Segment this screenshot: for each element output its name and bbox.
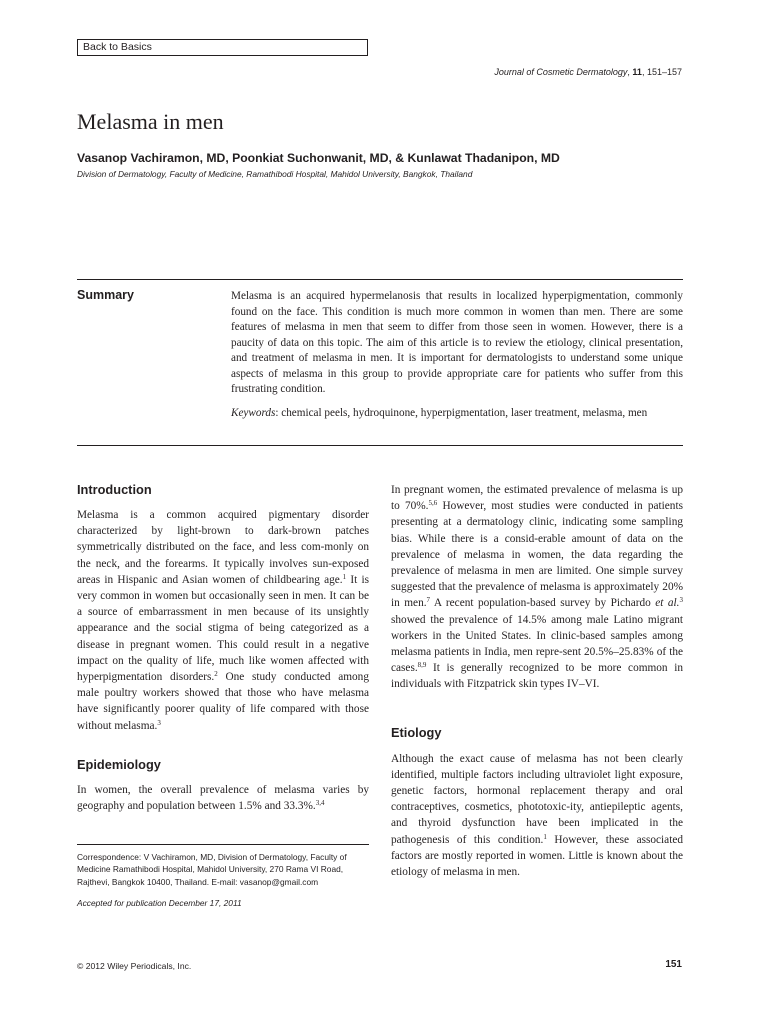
article-title: Melasma in men	[77, 109, 224, 134]
summary-heading: Summary	[77, 288, 134, 302]
footnote-rule	[77, 844, 369, 845]
epidemiology-heading: Epidemiology	[77, 756, 161, 772]
prevalence-paragraph: In pregnant women, the estimated prevalence of melasma is up to 70%.$^{5,6}$ However, most studies were conducted in patients presenting at a dermatology clinic, indicating some sampling bias. While there is a consid-erable amount of data on the prevalence of melasma in women, the data regarding the prevalence of melasma in men are limited. One simple survey suggested that the prevalence of melasma is approximately 20% in men.$^7$ A recent population-based survey by Pichardo et al.$^3$ showed the prevalence of 14.5% among male Latino migrant workers in the United States. In clinic-based samples among melasma patients in India, men repre-sent 20.5%–25.83% of the cases.$^{8,9}$ It is generally recognized to be more common in individuals with Fitzpatrick skin types IV–VI.	[391, 484, 684, 691]
citation: 5,6	[428, 499, 438, 508]
journal-reference: Journal of Cosmetic Dermatology, 11, 151–157	[494, 67, 682, 77]
citation: 3	[157, 718, 161, 727]
journal-name: Journal of Cosmetic Dermatology	[494, 67, 628, 77]
article-affiliation: Division of Dermatology, Faculty of Medicine, Ramathibodi Hospital, Mahidol University, Bangkok, Thailand	[77, 169, 473, 179]
article-authors: Vasanop Vachiramon, MD, Poonkiat Suchonwanit, MD, & Kunlawat Thadanipon, MD	[77, 151, 560, 165]
introduction-paragraph: Melasma is a common acquired pigmentary disorder characterized by light-brown to dark-brown patches symmetrically distributed on the face, and less com-monly on the neck, and the forearms. It typically involves sun-exposed areas in Hispanic and Asian women of childbearing age.$^1$ It is very common in women but occasionally seen in men. It can be a source of embarrassment in men because of its unsightly appearance and the social stigma of being categorized as a disease in pregnant women. This could result in a negative impact on the quality of life, much like women affected with hyperpigmentation disorders.$^2$ One study conducted among male poultry workers showed that those who have melasma have significantly poorer quality of life compared with those without melasma.$^3$	[77, 509, 369, 732]
right-column	[391, 482, 683, 880]
citation: 3	[679, 596, 684, 605]
citation: 3,4	[315, 799, 325, 808]
introduction-heading: Introduction	[77, 482, 152, 497]
left-column	[77, 482, 369, 814]
keywords-list: : chemical peels, hydroquinone, hyperpigmentation, laser treatment, melasma, men	[275, 407, 648, 419]
summary-text: Melasma is an acquired hypermelanosis that results in localized hyperpigmentation, commonly found on the face. This condition is much more common in women than men. There are some features of melasma in men that seem to differ from those seen in women. However, there is a paucity of data on this topic. The aim of this article is to review the etiology, clinical presentation, and treatment of melasma in men. It is important for dermatologists to understand some unique aspects of melasma in this group to provide appropriate care for patients who suffer from this frustrating condition.	[231, 290, 683, 395]
journal-volume: 11	[632, 67, 642, 77]
summary-top-rule	[77, 279, 683, 280]
citation: 1	[543, 832, 547, 841]
epidemiology-paragraph: In women, the overall prevalence of melasma varies by geography and population between 1.5% and 33.3%.$^{3,4}$	[77, 783, 369, 813]
citation: 2	[214, 670, 218, 679]
etiology-heading: Etiology	[391, 724, 442, 740]
page-number: 151	[665, 959, 682, 970]
citation: 8,9	[417, 661, 427, 670]
copyright: © 2012 Wiley Periodicals, Inc.	[77, 961, 192, 971]
accepted-date: Accepted for publication December 17, 2011	[77, 898, 242, 908]
summary-bottom-rule	[77, 445, 683, 446]
journal-pages: 151–157	[646, 67, 682, 77]
keywords-label: Keywords	[231, 407, 276, 419]
correspondence-note: Correspondence: V Vachiramon, MD, Division of Dermatology, Faculty of Medicine Ramathibodi Hospital, Mahidol University, 270 Rama VI Road, Rajthevi, Bangkok 10400, Thailand. E-mail: vasanop@gmail.com	[77, 852, 347, 887]
section-tag: Back to Basics	[77, 39, 368, 56]
citation: 1	[342, 572, 347, 581]
citation: 7	[426, 596, 431, 605]
keywords	[231, 406, 683, 422]
etiology-paragraph: Although the exact cause of melasma has not been clearly identified, multiple factors including ultraviolet light exposure, genetic factors, hormonal replacement therapy and oral contraceptives, cosmetics, phototoxic-ity, antiepileptic agents, and thyroid dysfunction have been implicated in the pathogenesis of this condition.$^1$ However, these associated factors are mostly reported in women. Little is known about the etiology of melasma in men.	[391, 752, 683, 879]
